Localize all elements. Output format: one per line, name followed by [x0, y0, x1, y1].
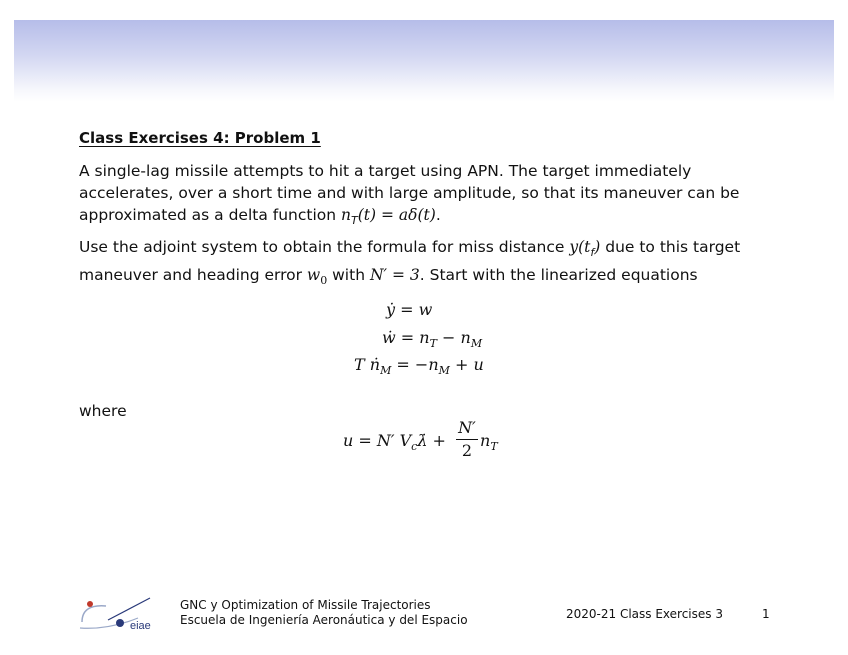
eq2-sub-T: T [429, 337, 437, 350]
frac-bar [456, 439, 478, 440]
para2-line2a: maneuver and heading error [79, 266, 307, 284]
footer-course: GNC y Optimization of Missile Trajectories [180, 598, 431, 612]
paragraph-problem [79, 160, 739, 232]
para1-line3: approximated as a delta function [79, 206, 342, 224]
footer-left [180, 598, 468, 628]
footer-session: 2020-21 Class Exercises 3 [566, 607, 723, 621]
where-label: where [79, 402, 127, 420]
equation-u-tail [480, 431, 498, 453]
equation-lag [354, 355, 484, 377]
u-lambda: λ̇ + [417, 431, 446, 450]
u-sub-c: c [411, 440, 418, 453]
u-tail-sub: T [490, 440, 498, 453]
paragraph-task [79, 236, 740, 292]
math-y-tf: y(t [569, 238, 591, 256]
para2-line2c: . Start with the linearized equations [419, 266, 698, 284]
slide-title: Class Exercises 4: Problem 1 [79, 129, 321, 147]
equation-ydot [386, 300, 432, 319]
math-delta: (t) = aδ(t) [357, 206, 436, 224]
header-band [14, 20, 834, 102]
frac-denominator: 2 [461, 441, 473, 460]
u-lhs: u = N′ V [343, 431, 412, 450]
para1-period: . [435, 206, 441, 224]
fraction-N-over-2 [456, 418, 478, 461]
math-nT: n [341, 206, 352, 224]
para2-line2b: with [327, 266, 370, 284]
u-tail: n [480, 431, 491, 450]
math-sub-0: 0 [320, 274, 328, 287]
math-sub-T: T [351, 214, 358, 227]
eq3-end: + u [449, 355, 484, 374]
eq2-sub-M: M [470, 337, 483, 350]
eq3-mid: = −n [391, 355, 439, 374]
frac-numerator: N′ [458, 418, 476, 437]
equation-u [343, 431, 446, 453]
math-w0: w [306, 266, 321, 284]
math-sub-f: f [590, 246, 595, 259]
para2-line1-end: due to this target [600, 238, 741, 256]
page-number: 1 [762, 607, 770, 621]
logo-text: eiae [130, 620, 151, 632]
math-N-prime: N′ = 3 [369, 266, 420, 284]
eq2-mid: − n [436, 328, 471, 347]
eq3-sub-M2: M [438, 364, 450, 377]
para1-line2: accelerates, over a short time and with large amplitude, so that its maneuver can be [79, 184, 740, 202]
eiae-logo [78, 596, 156, 634]
math-close: ) [594, 238, 601, 256]
eq1-text: ẏ = w [386, 300, 433, 319]
eq2-lhs: ẇ = n [382, 328, 430, 347]
para2-line1: Use the adjoint system to obtain the formula for miss distance [79, 238, 570, 256]
para1-line1: A single-lag missile attempts to hit a target using APN. The target immediately [79, 162, 692, 180]
footer-school: Escuela de Ingeniería Aeronáutica y del Espacio [180, 613, 468, 627]
eq3-sub-M1: M [380, 364, 392, 377]
equation-wdot [382, 328, 482, 350]
eq3-lhs: T ṅ [354, 355, 381, 374]
